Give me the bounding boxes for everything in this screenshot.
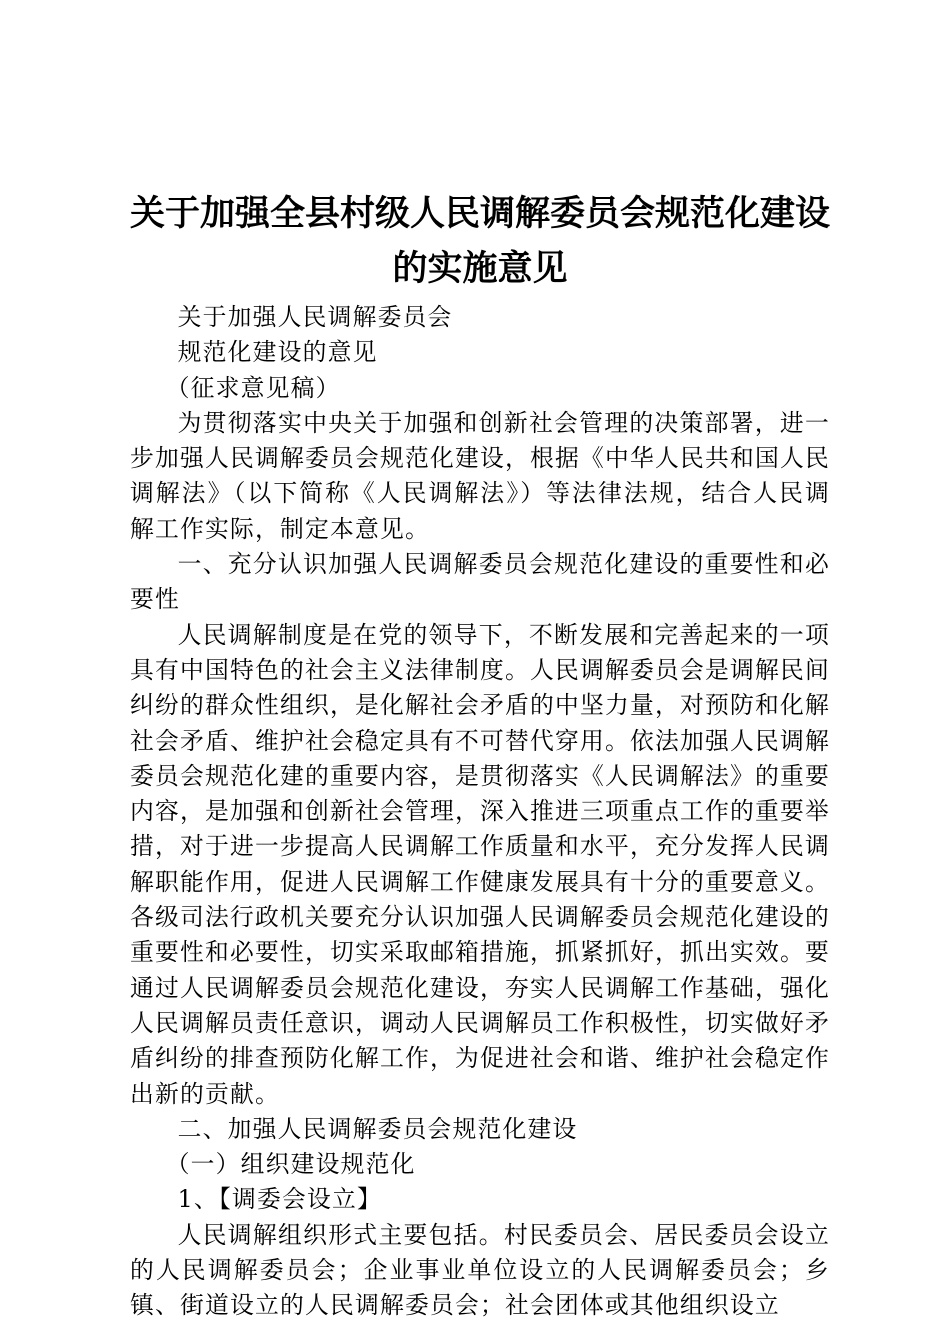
item-heading-1: 1、【调委会设立】 [177,1185,383,1214]
section-1-paragraph: 人民调解制度是在党的领导下，不断发展和完善起来的一项具有中国特色的社会主义法律制度。人民调解委员会是调解民间纠纷的群众性组织，是化解社会矛盾的中坚力量，对预防和化解社会矛盾、维护社会稳定具有不可替代穿用。依法加强人民调解委员会规范化建的重要内容，是贯彻落实《人民调解法》的重要内容，是加强和创新社会管理，深入推进三项重点工作的重要举措，对于进一步提高人民调解工作质量和水平，充分发挥人民调解职能作用，促进人民调解工作健康发展具有十分的重要意义。各级司法行政机关要充分认识加强人民调解委员会规范化建设的重要性和必要性，切实采取邮箱措施，抓紧抓好，抓出实效。要通过人民调解委员会规范化建设，夯实人民调解工作基础，强化人民调解员责任意识，调动人民调解员工作积极性，切实做好矛盾纠纷的排查预防化解工作，为促进社会和谐、维护社会稳定作出新的贡献。 [130,620,830,1108]
item-1-paragraph: 人民调解组织形式主要包括。村民委员会、居民委员会设立的人民调解委员会；企业事业单位设立的人民调解委员会；乡镇、街道设立的人民调解委员会；社会团体或其他组织设立 [130,1220,830,1320]
document-title-line-1: 关于加强全县村级人民调解委员会规范化建设 [130,193,831,234]
intro-paragraph: 为贯彻落实中央关于加强和创新社会管理的决策部署，进一步加强人民调解委员会规范化建设，根据《中华人民共和国人民调解法》（以下简称《人民调解法》）等法律法规，结合人民调解工作实际，制定本意见。 [130,408,830,543]
document-title [130,186,830,296]
document-page [130,186,830,1324]
section-heading-1: 一、充分认识加强人民调解委员会规范化建设的重要性和必要性 [130,550,830,614]
document-title-line-2: 的实施意见 [392,248,568,289]
subtitle-line-2: 规范化建设的意见 [177,338,378,367]
section-heading-2: 二、加强人民调解委员会规范化建设 [177,1114,578,1143]
draft-note: （征求意见稿） [165,373,341,402]
subsection-heading-1: （一）组织建设规范化 [165,1150,416,1179]
subtitle-line-1: 关于加强人民调解委员会 [177,303,453,331]
document-body [130,300,830,1324]
